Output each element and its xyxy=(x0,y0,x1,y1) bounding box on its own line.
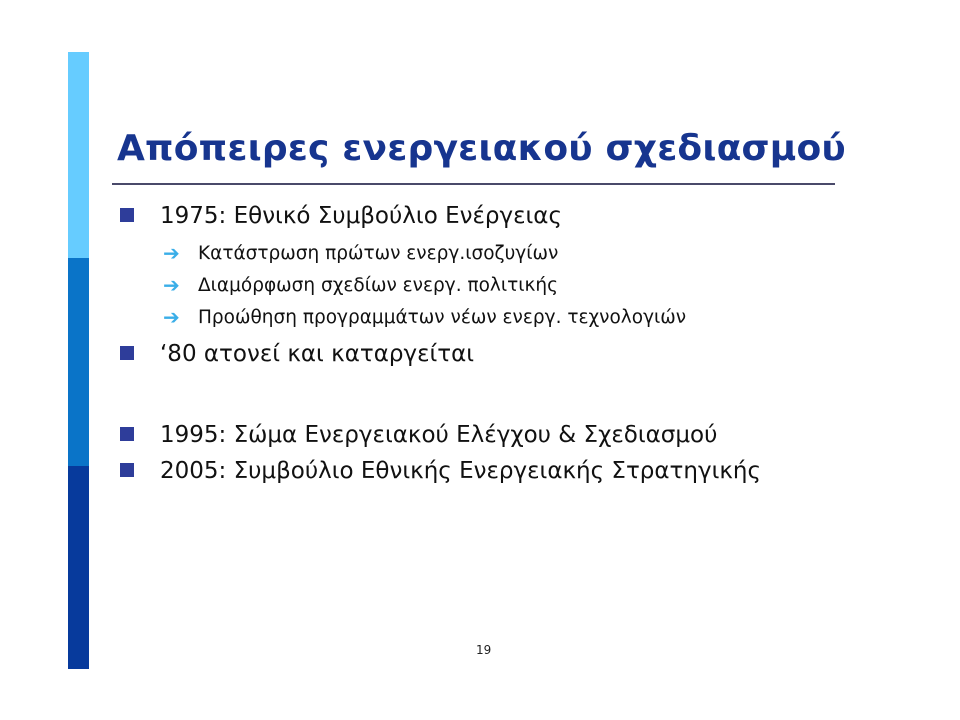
bullet-text: 1995: Σώμα Ενεργειακού Ελέγχου & Σχεδιασμού xyxy=(160,422,718,448)
square-bullet-icon xyxy=(120,463,134,477)
bullet-item-1 xyxy=(120,203,562,229)
sub-bullet-text: Προώθηση προγραμμάτων νέων ενεργ. τεχνολογιών xyxy=(198,307,687,328)
side-bar-light-segment xyxy=(68,52,89,258)
sub-bullet-text: Κατάστρωση πρώτων ενεργ.ισοζυγίων xyxy=(198,243,559,264)
arrow-right-icon: ➔ xyxy=(163,241,180,265)
bullet-text: 2005: Συμβούλιο Εθνικής Ενεργειακής Στρατηγικής xyxy=(160,458,762,484)
slide-title: Απόπειρες ενεργειακού σχεδιασμού xyxy=(117,128,846,169)
square-bullet-icon xyxy=(120,346,134,360)
arrow-right-icon: ➔ xyxy=(163,305,180,329)
bullet-item-2 xyxy=(120,341,474,367)
arrow-right-icon: ➔ xyxy=(163,273,180,297)
sub-bullet-text: Διαμόρφωση σχεδίων ενεργ. πολιτικής xyxy=(198,275,559,296)
bullet-item-3 xyxy=(120,422,717,448)
page-number: 19 xyxy=(476,643,492,657)
bullet-text: ‘80 ατονεί και καταργείται xyxy=(160,341,475,367)
sub-bullet-item-2 xyxy=(163,274,558,298)
bullet-item-4 xyxy=(120,458,761,484)
sub-bullet-item-1 xyxy=(163,242,558,266)
bullet-text: 1975: Εθνικό Συμβούλιο Ενέργειας xyxy=(160,203,562,229)
side-bar-dark-segment xyxy=(68,466,89,669)
side-bar-mid-segment xyxy=(68,258,89,466)
title-underline xyxy=(112,183,835,185)
square-bullet-icon xyxy=(120,208,134,222)
sub-bullet-item-3 xyxy=(163,306,686,330)
square-bullet-icon xyxy=(120,427,134,441)
